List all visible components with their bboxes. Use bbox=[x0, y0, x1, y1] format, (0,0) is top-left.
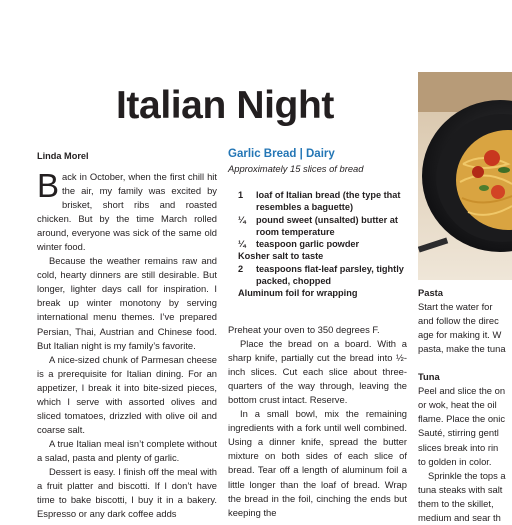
pasta-heading: Pasta bbox=[418, 287, 444, 298]
ingredient-qty: ¼ bbox=[238, 214, 246, 225]
ingredient-text: teaspoon garlic powder bbox=[256, 239, 360, 250]
pasta-line: age for making it. W bbox=[418, 329, 502, 341]
recipe-yield: Approximately 15 slices of bread bbox=[228, 163, 364, 174]
intro-paragraph-text: ack in October, when the first chill hit the air, my family was excited by brisket, short ribs and roasted chicken. But by the time March rolled around, everyone was sick of the same old winter food. bbox=[37, 171, 217, 253]
tuna-heading: Tuna bbox=[418, 371, 440, 383]
pasta-skillet-photo bbox=[418, 72, 512, 280]
body-paragraph: Dessert is easy. I finish off the meal with a fruit platter and biscotti. If I don’t have time to bake biscotti, I buy it in a bakery. Espresso or any dark coffee adds bbox=[37, 465, 217, 520]
ingredient-row bbox=[238, 189, 418, 214]
tuna-line: slices break into rin bbox=[418, 441, 499, 453]
tuna-line: Peel and slice the on bbox=[418, 385, 506, 397]
body-paragraph: Because the weather remains raw and cold, hearty dinners are still desirable. But longer, lighter days call for inspiration. I break up winter monotony by serving international menu themes. I’ve prepared Persian, Thai, Austrian and Chinese food. But Italian night is my family’s favorite. bbox=[37, 255, 217, 351]
tuna-line: medium and sear th bbox=[418, 511, 501, 523]
ingredient-qty: 2 bbox=[238, 263, 244, 274]
ingredient-text: loaf of Italian bread (the type that resembles a baguette) bbox=[256, 190, 401, 213]
pasta-line: Start the water for bbox=[418, 301, 493, 313]
spacer bbox=[418, 356, 512, 370]
ingredient-text: pound sweet (unsalted) butter at room temperature bbox=[256, 214, 398, 237]
body-paragraph: A true Italian meal isn’t complete without a salad, pasta and plenty of garlic. bbox=[37, 437, 217, 463]
ingredient-qty: ¼ bbox=[238, 239, 246, 250]
tuna-line: tuna steaks with salt bbox=[418, 483, 503, 495]
pasta-line: and follow the direc bbox=[418, 315, 499, 327]
ingredient-list bbox=[238, 189, 418, 300]
tuna-line: or wok, heat the oil bbox=[418, 399, 497, 411]
ingredient-row bbox=[238, 214, 418, 239]
recipe-directions bbox=[228, 323, 407, 520]
ingredient-text: Kosher salt to taste bbox=[238, 251, 324, 262]
tuna-line: them to the skillet, bbox=[418, 497, 494, 509]
author-byline: Linda Morel bbox=[37, 151, 89, 161]
pasta-line: pasta, make the tuna bbox=[418, 343, 506, 355]
tuna-line: Sauté, stirring gentl bbox=[418, 427, 499, 439]
direction-step: Place the bread on a board. With a sharp knife, partially cut the bread into ½-inch slices. Cut each slice about three-quarters of the way through, leaving the bottom crust intact. Reserve. bbox=[228, 338, 407, 406]
intro-column bbox=[37, 167, 217, 521]
tuna-line: Sprinkle the tops a bbox=[428, 469, 506, 481]
drop-cap: B bbox=[37, 167, 60, 204]
ingredient-qty: 1 bbox=[238, 190, 244, 200]
ingredient-text: teaspoons flat-leaf parsley, tightly packed, chopped bbox=[256, 263, 404, 287]
ingredient-row bbox=[238, 287, 418, 299]
ingredient-row bbox=[238, 238, 418, 250]
direction-step: In a small bowl, mix the remaining ingredients with a fork until well combined. Using a dinner knife, spread the butter mixture on both sides of each slice of bread. Tear off a length of aluminum foil a little longer than the loaf of bread. Wrap the bread in the foil, cinching the ends but keeping the bbox=[228, 408, 407, 518]
intro-paragraph bbox=[37, 167, 217, 254]
ingredient-text: Aluminum foil for wrapping bbox=[238, 288, 358, 299]
page-title: Italian Night bbox=[116, 84, 334, 127]
body-paragraph: A nice-sized chunk of Parmesan cheese is a prerequisite for Italian dining. For an appetizer, I break it into bite-sized pieces, which I serve with assorted olives and sliced tomatoes, drizzled with olive oil and coarse salt. bbox=[37, 353, 217, 435]
direction-step: Preheat your oven to 350 degrees F. bbox=[228, 324, 380, 335]
ingredient-row bbox=[238, 263, 418, 288]
tuna-line: to golden in color. bbox=[418, 455, 492, 467]
ingredient-row bbox=[238, 250, 418, 262]
recipe-title: Garlic Bread | Dairy bbox=[228, 148, 335, 160]
tuna-line: flame. Place the onic bbox=[418, 413, 506, 425]
side-recipe-column bbox=[418, 286, 512, 525]
